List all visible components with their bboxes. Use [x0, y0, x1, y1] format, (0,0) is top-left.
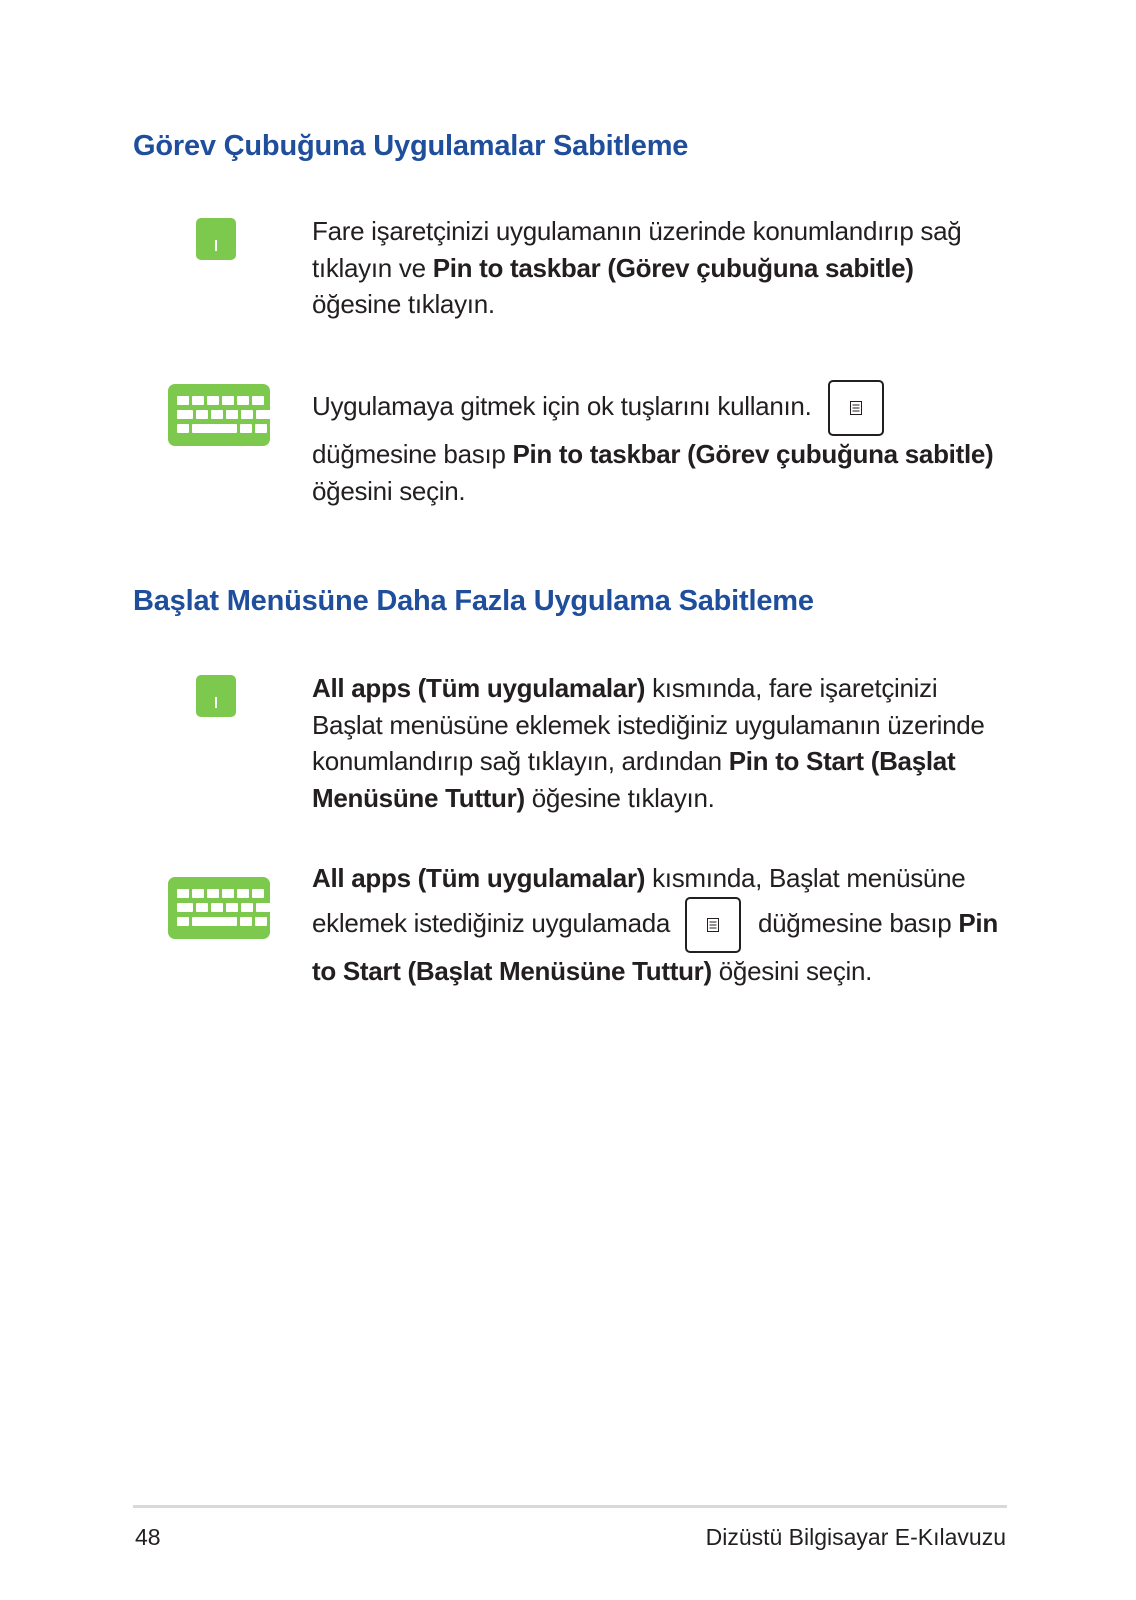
keyboard-icon	[168, 384, 270, 446]
keyboard-instruction-taskbar	[312, 380, 1002, 510]
text: öğesini seçin.	[711, 956, 873, 986]
keyboard-instruction-start	[312, 860, 1002, 990]
text: düğmesine basıp	[312, 439, 513, 469]
text: kısmında, fare işaretçinizi Başlat menüsüne eklemek istediğiniz uygulamanın üzerinde konumlandırıp sağ tıklayın, ardından	[312, 673, 985, 776]
keyboard-icon	[168, 877, 270, 939]
bold-text: Pin to Start (Başlat Menüsüne Tuttur)	[312, 746, 956, 813]
mouse-icon	[196, 218, 236, 260]
footer-divider	[133, 1505, 1007, 1508]
text: düğmesine basıp	[751, 907, 959, 938]
text: Uygulamaya gitmek için ok tuşlarını kullanın.	[312, 390, 819, 421]
mouse-instruction-taskbar	[312, 213, 1002, 323]
mouse-icon	[196, 675, 236, 717]
bold-text: All apps (Tüm uygulamalar)	[312, 673, 646, 703]
bold-text: Pin to taskbar (Görev çubuğuna sabitle)	[432, 252, 914, 283]
text: kısmında, Başlat menüsüne eklemek istediğiniz uygulamada	[312, 863, 966, 938]
bold-text: All apps (Tüm uygulamalar)	[312, 863, 646, 893]
page-number: 48	[135, 1524, 161, 1550]
bold-text: Pin to Start (Başlat Menüsüne Tuttur)	[312, 907, 998, 986]
menu-key-icon	[685, 897, 741, 953]
text: Fare işaretçinizi uygulamanın üzerinde konumlandırıp sağ tıklayın ve	[312, 216, 962, 283]
text: öğesine tıklayın.	[312, 289, 495, 319]
text: öğesine tıklayın.	[524, 782, 715, 813]
mouse-instruction-start	[312, 670, 1002, 816]
section-title-pin-start: Başlat Menüsüne Daha Fazla Uygulama Sabitleme	[133, 585, 814, 617]
section-title-pin-taskbar: Görev Çubuğuna Uygulamalar Sabitleme	[133, 130, 689, 162]
text: öğesini seçin.	[312, 476, 466, 506]
menu-key-icon	[828, 380, 884, 436]
manual-title: Dizüstü Bilgisayar E-Kılavuzu	[705, 1524, 1006, 1550]
bold-text: Pin to taskbar (Görev çubuğuna sabitle)	[512, 439, 994, 469]
